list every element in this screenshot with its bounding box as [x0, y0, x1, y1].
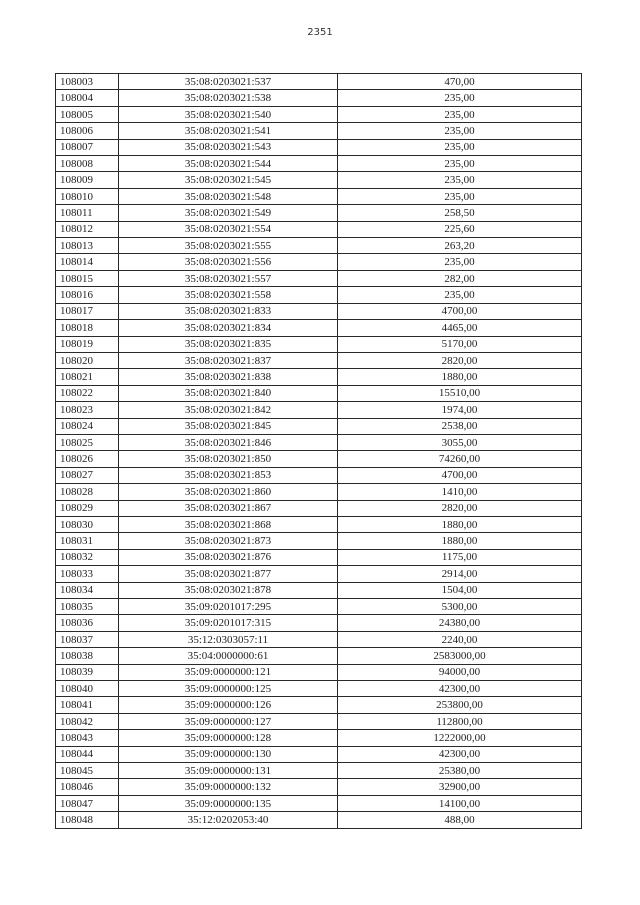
- amount-cell: 258,50: [338, 205, 582, 221]
- amount-cell: 4465,00: [338, 320, 582, 336]
- cadastral-number-cell: 35:09:0000000:130: [119, 746, 338, 762]
- row-id-cell: 108041: [56, 697, 119, 713]
- cadastral-number-cell: 35:08:0203021:543: [119, 139, 338, 155]
- cadastral-number-cell: 35:08:0203021:873: [119, 533, 338, 549]
- cadastral-number-cell: 35:12:0303057:11: [119, 631, 338, 647]
- row-id-cell: 108017: [56, 303, 119, 319]
- amount-cell: 42300,00: [338, 746, 582, 762]
- amount-cell: 235,00: [338, 156, 582, 172]
- table-row: [56, 615, 582, 631]
- table-row: [56, 730, 582, 746]
- cadastral-number-cell: 35:08:0203021:860: [119, 484, 338, 500]
- cadastral-number-cell: 35:08:0203021:840: [119, 385, 338, 401]
- amount-cell: 14100,00: [338, 795, 582, 811]
- table-row: [56, 336, 582, 352]
- table-row: [56, 516, 582, 532]
- amount-cell: 24380,00: [338, 615, 582, 631]
- row-id-cell: 108031: [56, 533, 119, 549]
- amount-cell: 1880,00: [338, 369, 582, 385]
- cadastral-number-cell: 35:08:0203021:544: [119, 156, 338, 172]
- row-id-cell: 108045: [56, 763, 119, 779]
- cadastral-number-cell: 35:08:0203021:876: [119, 549, 338, 565]
- amount-cell: 235,00: [338, 123, 582, 139]
- amount-cell: 74260,00: [338, 451, 582, 467]
- cadastral-number-cell: 35:08:0203021:850: [119, 451, 338, 467]
- row-id-cell: 108013: [56, 238, 119, 254]
- row-id-cell: 108025: [56, 434, 119, 450]
- amount-cell: 2820,00: [338, 352, 582, 368]
- amount-cell: 1880,00: [338, 516, 582, 532]
- row-id-cell: 108010: [56, 188, 119, 204]
- table-row: [56, 303, 582, 319]
- amount-cell: 5300,00: [338, 599, 582, 615]
- row-id-cell: 108020: [56, 352, 119, 368]
- cadastral-number-cell: 35:08:0203021:877: [119, 566, 338, 582]
- row-id-cell: 108040: [56, 681, 119, 697]
- row-id-cell: 108008: [56, 156, 119, 172]
- row-id-cell: 108043: [56, 730, 119, 746]
- row-id-cell: 108033: [56, 566, 119, 582]
- amount-cell: 112800,00: [338, 713, 582, 729]
- row-id-cell: 108021: [56, 369, 119, 385]
- table-row: [56, 697, 582, 713]
- amount-cell: 1974,00: [338, 402, 582, 418]
- cadastral-number-cell: 35:09:0000000:126: [119, 697, 338, 713]
- table-row: [56, 139, 582, 155]
- table-row: [56, 221, 582, 237]
- cadastral-number-cell: 35:08:0203021:835: [119, 336, 338, 352]
- cadastral-number-cell: 35:08:0203021:541: [119, 123, 338, 139]
- amount-cell: 235,00: [338, 188, 582, 204]
- table-row: [56, 287, 582, 303]
- cadastral-number-cell: 35:08:0203021:842: [119, 402, 338, 418]
- amount-cell: 235,00: [338, 287, 582, 303]
- row-id-cell: 108005: [56, 106, 119, 122]
- cadastral-number-cell: 35:08:0203021:853: [119, 467, 338, 483]
- cadastral-number-cell: 35:09:0201017:295: [119, 599, 338, 615]
- table-row: [56, 713, 582, 729]
- table-row: [56, 631, 582, 647]
- row-id-cell: 108047: [56, 795, 119, 811]
- amount-cell: 25380,00: [338, 763, 582, 779]
- table-row: [56, 402, 582, 418]
- row-id-cell: 108026: [56, 451, 119, 467]
- table-row: [56, 238, 582, 254]
- amount-cell: 42300,00: [338, 681, 582, 697]
- amount-cell: 5170,00: [338, 336, 582, 352]
- cadastral-number-cell: 35:08:0203021:538: [119, 90, 338, 106]
- cadastral-number-cell: 35:08:0203021:833: [119, 303, 338, 319]
- row-id-cell: 108012: [56, 221, 119, 237]
- cadastral-number-cell: 35:09:0000000:131: [119, 763, 338, 779]
- amount-cell: 235,00: [338, 139, 582, 155]
- amount-cell: 3055,00: [338, 434, 582, 450]
- cadastral-number-cell: 35:08:0203021:846: [119, 434, 338, 450]
- cadastral-number-cell: 35:08:0203021:540: [119, 106, 338, 122]
- table-row: [56, 352, 582, 368]
- cadastral-number-cell: 35:08:0203021:555: [119, 238, 338, 254]
- cadastral-number-cell: 35:09:0000000:135: [119, 795, 338, 811]
- row-id-cell: 108037: [56, 631, 119, 647]
- amount-cell: 2820,00: [338, 500, 582, 516]
- cadastral-number-cell: 35:09:0000000:125: [119, 681, 338, 697]
- amount-cell: 4700,00: [338, 303, 582, 319]
- table-row: [56, 156, 582, 172]
- row-id-cell: 108014: [56, 254, 119, 270]
- cadastral-number-cell: 35:12:0202053:40: [119, 812, 338, 828]
- cadastral-number-cell: 35:08:0203021:838: [119, 369, 338, 385]
- table-row: [56, 500, 582, 516]
- row-id-cell: 108048: [56, 812, 119, 828]
- amount-cell: 1175,00: [338, 549, 582, 565]
- table-row: [56, 90, 582, 106]
- cadastral-number-cell: 35:09:0000000:132: [119, 779, 338, 795]
- cadastral-number-cell: 35:08:0203021:549: [119, 205, 338, 221]
- page-number: 2351: [307, 27, 333, 38]
- table-row: [56, 106, 582, 122]
- table-row: [56, 779, 582, 795]
- row-id-cell: 108036: [56, 615, 119, 631]
- amount-cell: 235,00: [338, 106, 582, 122]
- table-row: [56, 74, 582, 90]
- table-row: [56, 795, 582, 811]
- amount-cell: 15510,00: [338, 385, 582, 401]
- table-row: [56, 385, 582, 401]
- row-id-cell: 108039: [56, 664, 119, 680]
- cadastral-number-cell: 35:08:0203021:878: [119, 582, 338, 598]
- row-id-cell: 108046: [56, 779, 119, 795]
- amount-cell: 2240,00: [338, 631, 582, 647]
- row-id-cell: 108022: [56, 385, 119, 401]
- row-id-cell: 108035: [56, 599, 119, 615]
- cadastral-number-cell: 35:09:0000000:127: [119, 713, 338, 729]
- cadastral-number-cell: 35:08:0203021:554: [119, 221, 338, 237]
- row-id-cell: 108004: [56, 90, 119, 106]
- table-row: [56, 484, 582, 500]
- cadastral-number-cell: 35:08:0203021:868: [119, 516, 338, 532]
- cadastral-number-cell: 35:08:0203021:548: [119, 188, 338, 204]
- table-row: [56, 205, 582, 221]
- amount-cell: 2914,00: [338, 566, 582, 582]
- table-row: [56, 434, 582, 450]
- amount-cell: 488,00: [338, 812, 582, 828]
- row-id-cell: 108016: [56, 287, 119, 303]
- table-row: [56, 320, 582, 336]
- row-id-cell: 108028: [56, 484, 119, 500]
- data-table: [55, 73, 582, 829]
- cadastral-number-cell: 35:08:0203021:558: [119, 287, 338, 303]
- row-id-cell: 108027: [56, 467, 119, 483]
- row-id-cell: 108038: [56, 648, 119, 664]
- table-row: [56, 418, 582, 434]
- cadastral-number-cell: 35:08:0203021:834: [119, 320, 338, 336]
- table-row: [56, 648, 582, 664]
- row-id-cell: 108024: [56, 418, 119, 434]
- cadastral-number-cell: 35:08:0203021:845: [119, 418, 338, 434]
- table-row: [56, 270, 582, 286]
- amount-cell: 1222000,00: [338, 730, 582, 746]
- amount-cell: 263,20: [338, 238, 582, 254]
- cadastral-number-cell: 35:08:0203021:557: [119, 270, 338, 286]
- row-id-cell: 108032: [56, 549, 119, 565]
- row-id-cell: 108015: [56, 270, 119, 286]
- row-id-cell: 108044: [56, 746, 119, 762]
- table-row: [56, 549, 582, 565]
- table-row: [56, 566, 582, 582]
- row-id-cell: 108030: [56, 516, 119, 532]
- table-row: [56, 664, 582, 680]
- row-id-cell: 108011: [56, 205, 119, 221]
- row-id-cell: 108007: [56, 139, 119, 155]
- amount-cell: 253800,00: [338, 697, 582, 713]
- cadastral-number-cell: 35:08:0203021:545: [119, 172, 338, 188]
- table-row: [56, 123, 582, 139]
- table-row: [56, 746, 582, 762]
- row-id-cell: 108018: [56, 320, 119, 336]
- row-id-cell: 108019: [56, 336, 119, 352]
- cadastral-number-cell: 35:08:0203021:556: [119, 254, 338, 270]
- row-id-cell: 108006: [56, 123, 119, 139]
- table-row: [56, 369, 582, 385]
- cadastral-number-cell: 35:08:0203021:867: [119, 500, 338, 516]
- amount-cell: 32900,00: [338, 779, 582, 795]
- amount-cell: 2583000,00: [338, 648, 582, 664]
- amount-cell: 235,00: [338, 90, 582, 106]
- cadastral-number-cell: 35:09:0201017:315: [119, 615, 338, 631]
- amount-cell: 94000,00: [338, 664, 582, 680]
- cadastral-number-cell: 35:09:0000000:121: [119, 664, 338, 680]
- table-row: [56, 681, 582, 697]
- table-row: [56, 188, 582, 204]
- table-body: [56, 74, 582, 829]
- amount-cell: 235,00: [338, 172, 582, 188]
- amount-cell: 1880,00: [338, 533, 582, 549]
- row-id-cell: 108023: [56, 402, 119, 418]
- table-row: [56, 812, 582, 828]
- cadastral-number-cell: 35:04:0000000:61: [119, 648, 338, 664]
- table-row: [56, 254, 582, 270]
- table-row: [56, 451, 582, 467]
- amount-cell: 1504,00: [338, 582, 582, 598]
- amount-cell: 4700,00: [338, 467, 582, 483]
- table-row: [56, 599, 582, 615]
- cadastral-number-cell: 35:08:0203021:537: [119, 74, 338, 90]
- table-row: [56, 172, 582, 188]
- table-row: [56, 533, 582, 549]
- amount-cell: 2538,00: [338, 418, 582, 434]
- table-row: [56, 763, 582, 779]
- row-id-cell: 108042: [56, 713, 119, 729]
- amount-cell: 470,00: [338, 74, 582, 90]
- row-id-cell: 108003: [56, 74, 119, 90]
- row-id-cell: 108009: [56, 172, 119, 188]
- amount-cell: 235,00: [338, 254, 582, 270]
- cadastral-number-cell: 35:08:0203021:837: [119, 352, 338, 368]
- amount-cell: 1410,00: [338, 484, 582, 500]
- table-row: [56, 582, 582, 598]
- table-row: [56, 467, 582, 483]
- amount-cell: 225,60: [338, 221, 582, 237]
- row-id-cell: 108029: [56, 500, 119, 516]
- amount-cell: 282,00: [338, 270, 582, 286]
- row-id-cell: 108034: [56, 582, 119, 598]
- cadastral-number-cell: 35:09:0000000:128: [119, 730, 338, 746]
